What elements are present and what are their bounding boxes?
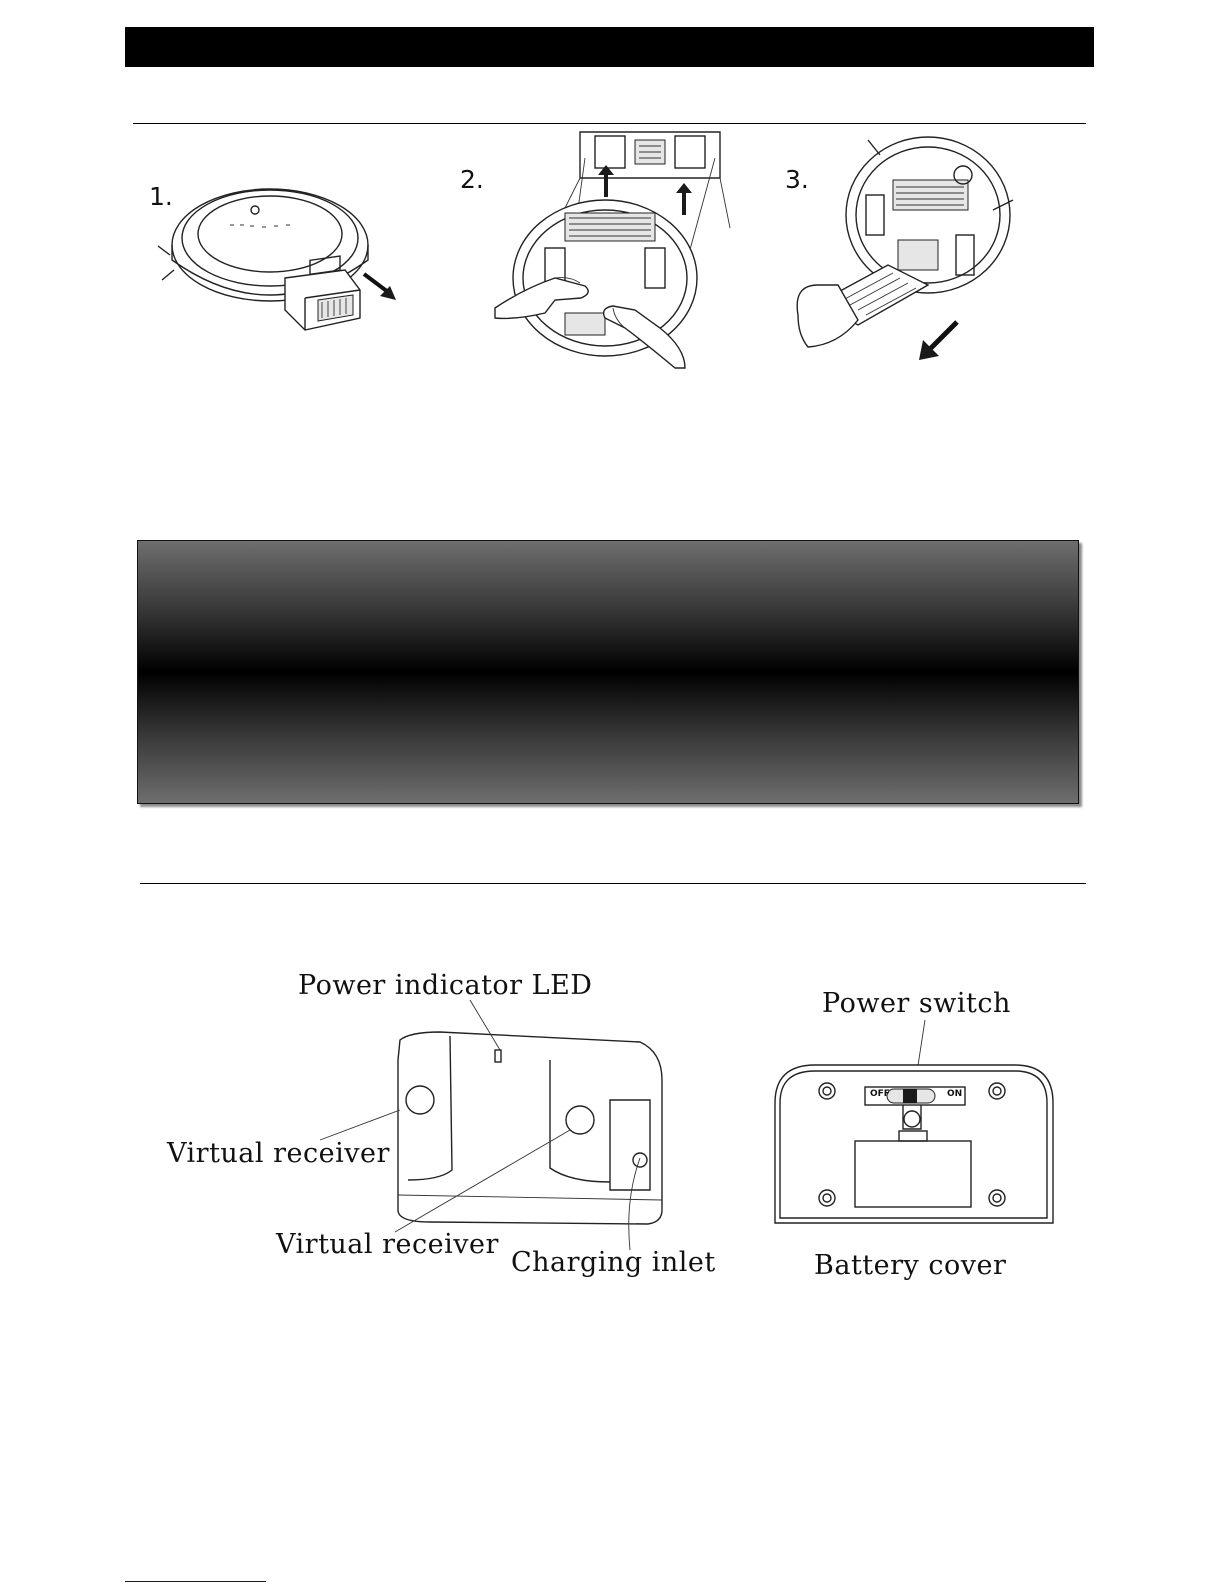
switch-off-label: OFF	[870, 1089, 890, 1099]
label-battery-cover: Battery cover	[814, 1250, 1007, 1281]
label-power-switch: Power switch	[822, 988, 1011, 1019]
step-number-2: 2.	[460, 165, 484, 194]
illustration-remote-back	[775, 1063, 1055, 1228]
step-number-3: 3.	[785, 165, 809, 194]
switch-on-label: ON	[947, 1089, 963, 1099]
step-number-1: 1.	[149, 182, 173, 211]
label-virtual-receiver-bottom: Virtual receiver	[276, 1229, 499, 1260]
label-power-indicator-led: Power indicator LED	[298, 970, 593, 1001]
label-charging-inlet: Charging inlet	[511, 1247, 716, 1278]
label-virtual-receiver-left: Virtual receiver	[167, 1138, 390, 1169]
footer-link-underline[interactable]	[125, 1581, 266, 1582]
